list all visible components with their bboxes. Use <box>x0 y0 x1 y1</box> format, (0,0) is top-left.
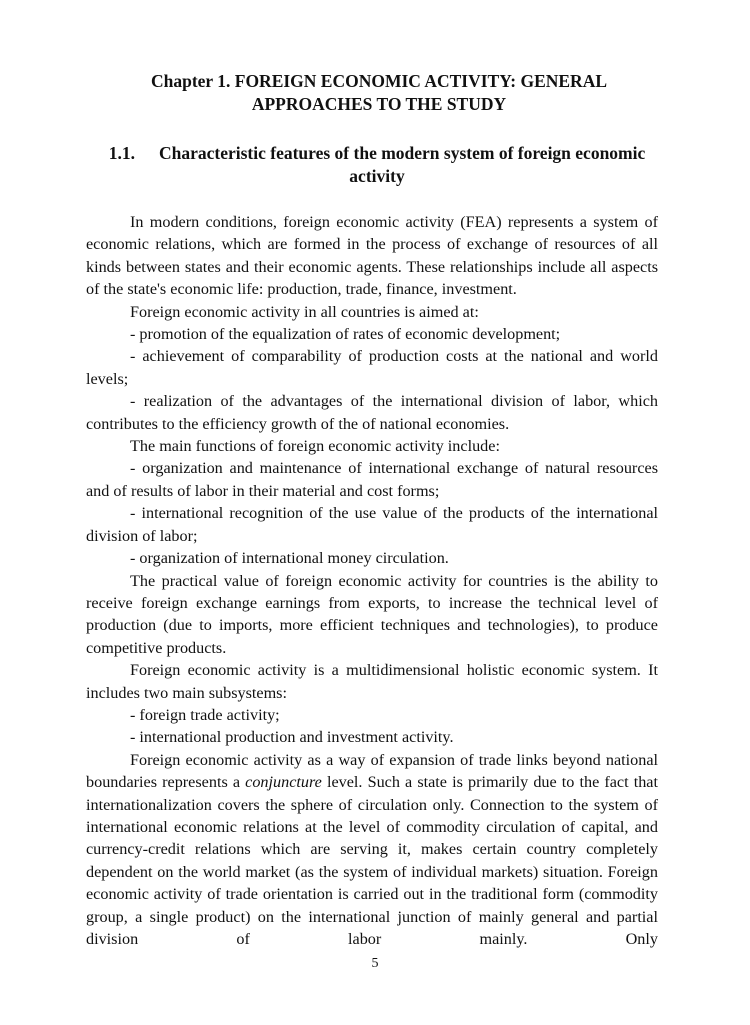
chapter-title <box>86 0 658 116</box>
paragraph: The main functions of foreign economic activity include: <box>130 437 500 456</box>
chapter-title-line-1: Chapter 1. FOREIGN ECONOMIC ACTIVITY: GENERAL <box>150 71 608 91</box>
emphasized-term: conjuncture <box>245 773 322 792</box>
chapter-title-line-2: APPROACHES TO THE STUDY <box>251 94 507 114</box>
body-text <box>86 211 658 950</box>
list-item: - organization and maintenance of international exchange of natural resources and of results of labor in their material and cost forms; <box>86 459 658 500</box>
paragraph: In modern conditions, foreign economic activity (FEA) represents a system of economic relations, which are formed in the process of exchange of resources of all kinds between states and their economic agents. These relationships include all aspects of the state's economic life: production, trade, finance, investment. <box>86 213 658 299</box>
section-heading <box>86 142 658 188</box>
section-number: 1.1. <box>108 143 135 163</box>
section-title-line-1: Characteristic features of the modern system of foreign economic <box>158 143 646 163</box>
list-item: - promotion of the equalization of rates of economic development; <box>130 325 561 344</box>
list-item: - international production and investment activity. <box>130 728 454 747</box>
page-number: 5 <box>371 956 379 971</box>
paragraph-text: level. Such a state is primarily due to the fact that internationalization covers the sphere of circulation only. Connection to the system of international economic relations at the level of commodity circulation of capital, and currency-credit relations which are serving it, makes certain country completely dependent on the world market (as the system of individual markets) situation. Foreign economic activity of trade orientation is carried out in the traditional form (commodity group, a single product) on the international junction of mainly general and partial division of labor mainly. Only <box>86 773 658 948</box>
section-title-line-2: activity <box>349 166 405 186</box>
paragraph <box>86 749 658 951</box>
paragraph: Foreign economic activity is a multidimensional holistic economic system. It includes two main subsystems: <box>86 661 658 702</box>
paragraph-text: Foreign economic activity as a way of expansion of trade links beyond national boundaries represents a <box>86 750 658 792</box>
paragraph: The practical value of foreign economic activity for countries is the ability to receive foreign exchange earnings from exports, to increase the technical level of production (due to imports, more efficient techniques and technologies), to produce competitive products. <box>86 571 658 657</box>
list-item: - foreign trade activity; <box>130 705 280 724</box>
list-item: - realization of the advantages of the international division of labor, which contributes to the efficiency growth of the of national economies. <box>86 392 658 433</box>
paragraph: Foreign economic activity in all countries is aimed at: <box>130 302 479 321</box>
list-item: - organization of international money circulation. <box>130 549 449 568</box>
list-item: - international recognition of the use value of the products of the international division of labor; <box>86 504 658 545</box>
list-item: - achievement of comparability of production costs at the national and world levels; <box>86 347 658 388</box>
